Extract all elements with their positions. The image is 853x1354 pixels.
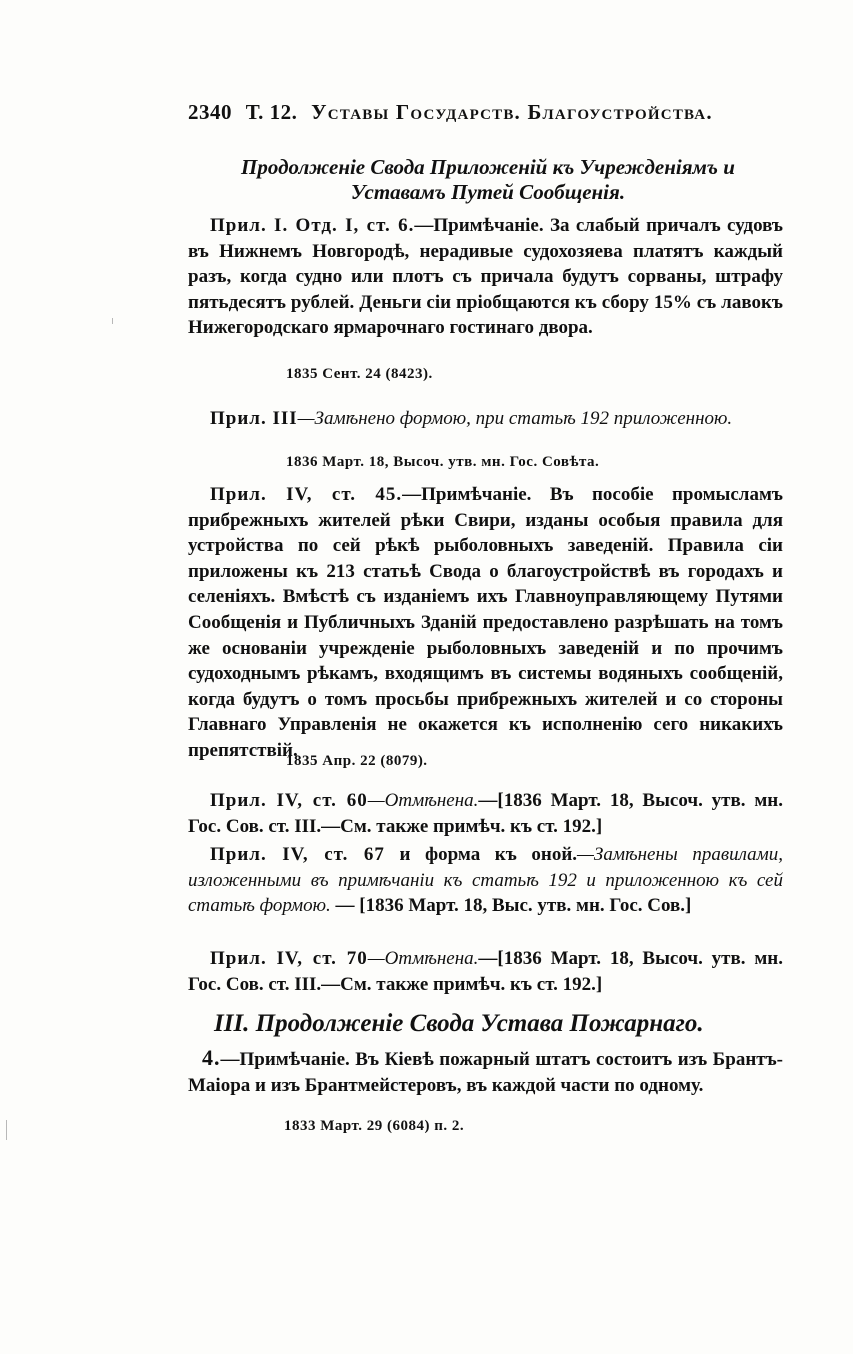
section-title-line2: Уставамъ Путей Сообщенія. <box>350 180 626 204</box>
entry-paragraph <box>188 406 783 432</box>
entry-lead: Прил. IV, ст. 67 <box>210 844 385 865</box>
section-title-line1: Продолженіе Свода Приложеній къ Учрежденіямъ и <box>241 155 735 179</box>
entry-lead: Прил. IV, ст. 45. <box>210 484 403 505</box>
margin-mark <box>112 318 113 324</box>
running-title: Уставы Государств. Благоустройства. <box>311 100 713 124</box>
entry-body: —Примѣчаніе. За слабый причалъ судовъ въ Нижнемъ Новгородѣ, нерадивые судохозяева платятъ каждый разъ, когда судно или плотъ съ причала будутъ сорваны, штрафу пятьдесятъ рублей. Деньги сіи пріобщаются къ сбору 15% съ лавокъ Нижегородскаго ярмарочнаго гостинаго двора. <box>188 215 784 339</box>
entry-body: —Примѣчаніе. Въ Кіевѣ пожарный штатъ состоитъ изъ Брантъ-Маіора и изъ Брантмейстеровъ, въ каждой части по одному. <box>188 1049 783 1096</box>
entry-paragraph <box>188 213 783 341</box>
entry-italic: —Отмѣнена. <box>367 790 479 811</box>
entry-lead: Прил. III <box>210 408 298 429</box>
entry-paragraph <box>188 788 783 839</box>
entry-body: —Примѣчаніе. Въ пособіе промысламъ прибрежныхъ жителей рѣки Свири, изданы особыя правила для устройства по сей рѣкѣ рыболовныхъ заведеній. Правила сіи приложены къ 213 статьѣ Свода о благоустройствѣ въ городахъ и селеніяхъ. Вмѣстѣ съ изданіемъ ихъ Главноуправляющему Путями Сообщенія и Публичныхъ Зданій предоставлено разрѣшать на томъ же основаніи учрежденіе рыболовныхъ заведеній и по прочимъ судоходнымъ рѣкамъ, входящимъ въ системы водяныхъ сообщеній, когда будутъ о томъ просьбы прибрежныхъ жителей и со стороны Главнаго Управленія не окажется къ исполненію сего никакихъ препятствій. <box>188 484 783 761</box>
entry-lead: 4. <box>202 1045 221 1070</box>
entry-paragraph <box>188 842 783 919</box>
tome-number: Т. 12. <box>245 100 298 124</box>
entry-paragraph <box>188 482 783 764</box>
entry-body-pre: и форма къ оной. <box>384 844 578 865</box>
entry-lead: Прил. IV, ст. 60 <box>210 790 368 811</box>
entry-paragraph <box>188 946 783 997</box>
section-heading: III. Продолженіе Свода Устава Пожарнаго. <box>214 1010 704 1037</box>
entry-body: —Замѣнено формою, при статьѣ 192 приложенною. <box>297 408 733 429</box>
entry-lead: Прил. I. Отд. I, ст. 6. <box>210 215 415 236</box>
entry-body: —[1836 Март. 18, Высоч. утв. мн. Гос. Сов. ст. III.—См. также примѣч. къ ст. 192.] <box>188 790 783 837</box>
entry-body: —[1836 Март. 18, Высоч. утв. мн. Гос. Сов. ст. III.—См. также примѣч. къ ст. 192.] <box>188 948 783 995</box>
entry-citation: 1835 Сент. 24 (8423). <box>286 366 433 382</box>
entry-citation: 1833 Март. 29 (6084) п. 2. <box>284 1118 465 1134</box>
margin-mark <box>6 1120 7 1140</box>
entry-lead: Прил. IV, ст. 70 <box>210 948 368 969</box>
page-number: 2340 <box>188 100 232 124</box>
entry-italic: —Замѣнены правилами, изложенными въ примѣчаніи къ статьѣ 192 и приложенною къ сей статьѣ формою. <box>188 844 783 917</box>
entry-italic: —Отмѣнена. <box>367 948 479 969</box>
running-header <box>188 100 788 125</box>
entry-citation: 1836 Март. 18, Высоч. утв. мн. Гос. Совѣта. <box>286 454 600 470</box>
entry-paragraph <box>188 1045 783 1098</box>
entry-citation: 1835 Апр. 22 (8079). <box>286 753 428 769</box>
entry-body: — [1836 Март. 18, Выс. утв. мн. Гос. Сов.] <box>330 895 692 917</box>
